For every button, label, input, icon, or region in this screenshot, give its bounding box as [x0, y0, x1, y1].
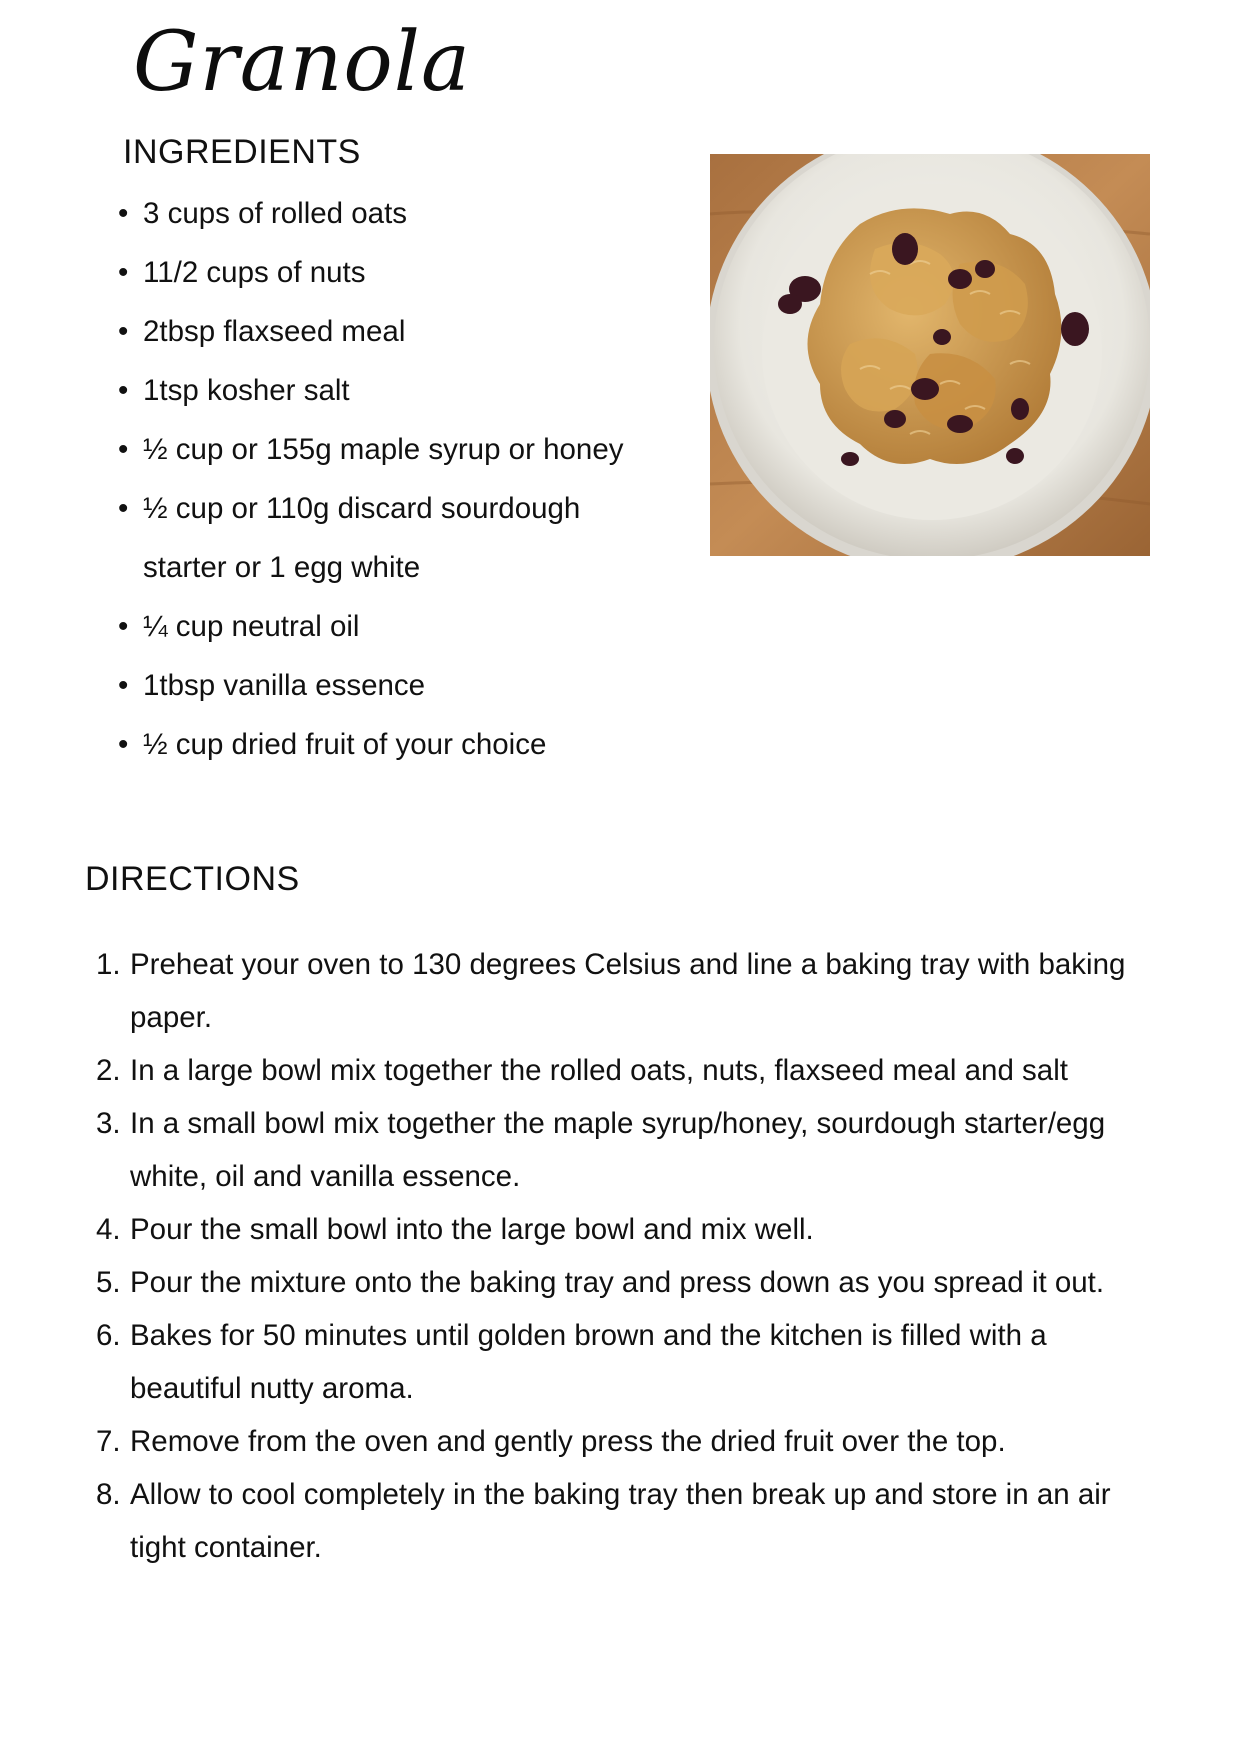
step-number: 7. — [96, 1425, 121, 1458]
list-item — [80, 1256, 1160, 1309]
list-item — [80, 1203, 1160, 1256]
list-item — [118, 184, 663, 243]
step-text: Bakes for 50 minutes until golden brown and the kitchen is filled with a beautiful nutty aroma. — [130, 1319, 1047, 1405]
ingredient-text: ½ cup or 155g maple syrup or honey — [143, 433, 624, 466]
directions-list — [80, 938, 1160, 1574]
bullet-icon: • — [118, 492, 129, 525]
list-item — [118, 597, 663, 656]
list-item — [80, 1044, 1160, 1097]
granola-bowl-icon — [710, 154, 1150, 556]
step-number: 3. — [96, 1107, 121, 1140]
directions-heading: DIRECTIONS — [85, 860, 300, 898]
granola-bowl-photo — [710, 154, 1150, 556]
step-number: 8. — [96, 1478, 121, 1511]
step-text: Allow to cool completely in the baking tray then break up and store in an air tight container. — [130, 1478, 1111, 1564]
list-item — [80, 938, 1160, 1044]
list-item — [118, 656, 663, 715]
step-text: In a large bowl mix together the rolled oats, nuts, flaxseed meal and salt — [130, 1054, 1068, 1087]
bullet-icon: • — [118, 433, 129, 466]
ingredient-text: 1tsp kosher salt — [143, 374, 350, 407]
list-item — [118, 420, 663, 479]
ingredients-heading: INGREDIENTS — [123, 133, 361, 171]
ingredient-text: 1tbsp vanilla essence — [143, 669, 426, 702]
step-text: Pour the mixture onto the baking tray and press down as you spread it out. — [130, 1266, 1105, 1299]
ingredient-text: 11/2 cups of nuts — [143, 256, 366, 289]
list-item — [80, 1309, 1160, 1415]
step-text: Remove from the oven and gently press the dried fruit over the top. — [130, 1425, 1006, 1458]
bullet-icon: • — [118, 728, 129, 761]
step-number: 4. — [96, 1213, 121, 1246]
bullet-icon: • — [118, 669, 129, 702]
step-number: 5. — [96, 1266, 121, 1299]
list-item — [80, 1415, 1160, 1468]
step-text: In a small bowl mix together the maple syrup/honey, sourdough starter/egg white, oil and vanilla essence. — [130, 1107, 1106, 1193]
ingredients-list — [118, 184, 663, 774]
list-item — [118, 361, 663, 420]
bullet-icon: • — [118, 374, 129, 407]
step-number: 2. — [96, 1054, 121, 1087]
bullet-icon: • — [118, 610, 129, 643]
list-item — [118, 715, 663, 774]
step-text: Preheat your oven to 130 degrees Celsius and line a baking tray with baking paper. — [130, 948, 1126, 1034]
ingredient-text: ¼ cup neutral oil — [143, 610, 360, 643]
ingredient-text: 3 cups of rolled oats — [143, 197, 408, 230]
step-text: Pour the small bowl into the large bowl and mix well. — [130, 1213, 814, 1246]
list-item — [80, 1468, 1160, 1574]
step-number: 1. — [96, 948, 121, 981]
ingredient-text: ½ cup or 110g discard sourdough starter or 1 egg white — [143, 492, 581, 584]
recipe-title: Granola — [133, 15, 471, 110]
list-item — [80, 1097, 1160, 1203]
ingredient-text: 2tbsp flaxseed meal — [143, 315, 406, 348]
ingredient-text: ½ cup dried fruit of your choice — [143, 728, 547, 761]
list-item — [118, 243, 663, 302]
list-item — [118, 302, 663, 361]
bullet-icon: • — [118, 315, 129, 348]
bullet-icon: • — [118, 256, 129, 289]
step-number: 6. — [96, 1319, 121, 1352]
bullet-icon: • — [118, 197, 129, 230]
list-item — [118, 479, 663, 597]
